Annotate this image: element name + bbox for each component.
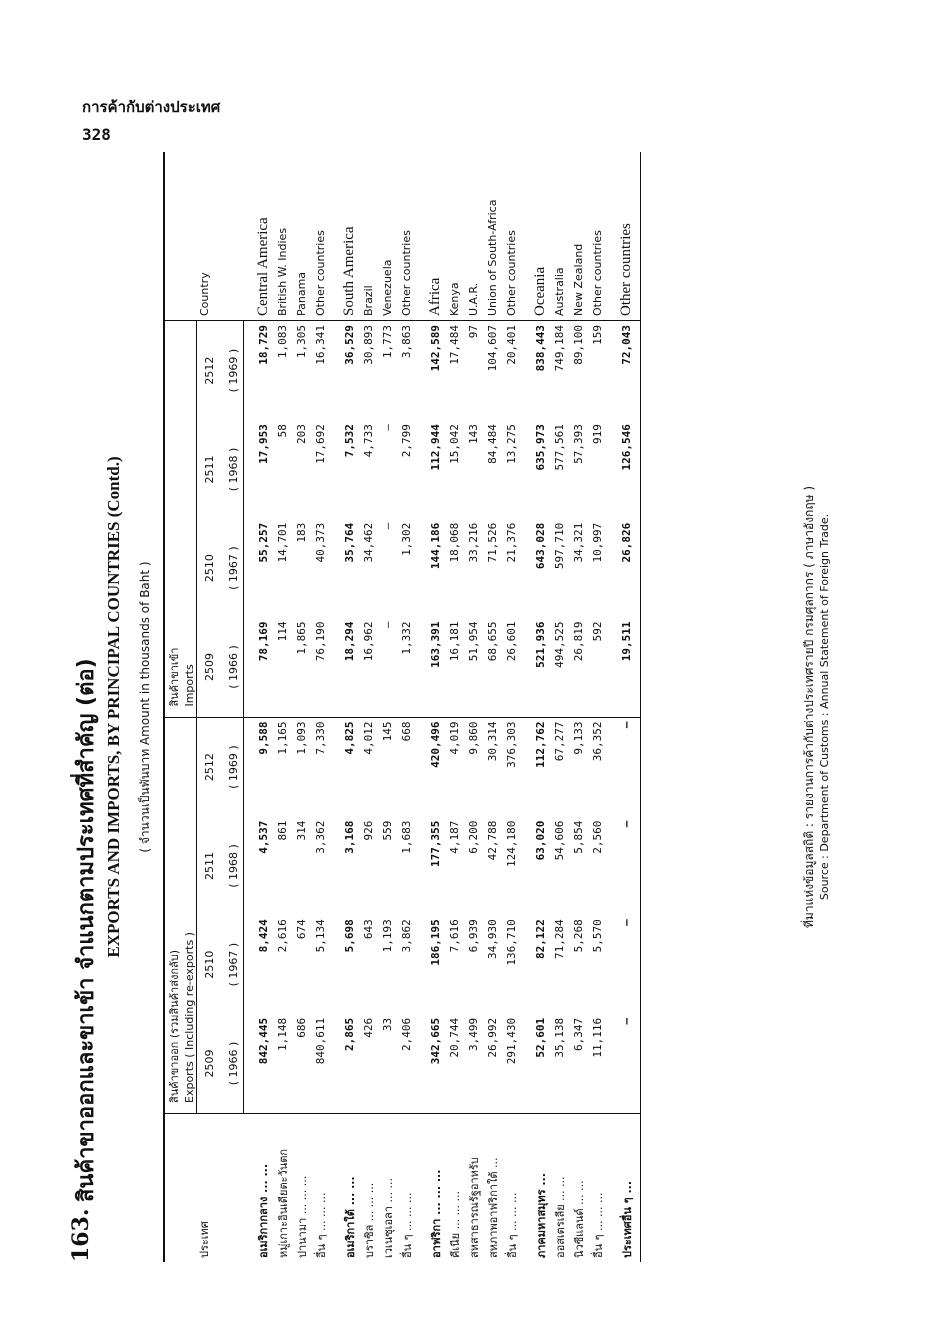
year-header: 2509 — [203, 653, 217, 681]
export-value-cell: 926 — [362, 820, 375, 841]
import-value-cell: 1,305 — [292, 321, 311, 421]
table-row — [311, 152, 330, 1262]
table-row — [550, 152, 569, 1262]
import-value-cell: 33,216 — [467, 522, 480, 563]
year-ce-header: ( 1966 ) — [224, 1014, 244, 1114]
import-value-cell: 1,865 — [295, 621, 308, 655]
import-value-cell: 34,462 — [362, 522, 375, 563]
export-value-cell: 42,788 — [486, 820, 499, 861]
import-value-cell: 51,954 — [467, 621, 480, 662]
table-body — [244, 152, 641, 1262]
import-value-cell: 68,655 — [486, 621, 499, 662]
import-value-cell: 17,953 — [257, 424, 270, 464]
import-value-cell: 4,733 — [362, 424, 375, 458]
country-name-english: Panama — [295, 271, 308, 316]
table-row — [397, 152, 416, 1262]
country-name-thai: ออสเตรเลีย ... ... — [550, 1114, 569, 1263]
import-value-cell: 143 — [467, 424, 480, 445]
export-value-cell: 668 — [397, 717, 416, 817]
country-name-english: Oceania — [532, 266, 548, 316]
import-value-cell: 16,962 — [362, 621, 375, 662]
export-value-cell: 124,180 — [505, 820, 518, 867]
export-value-cell: 33 — [381, 1017, 394, 1032]
export-value-cell: 2,560 — [591, 820, 604, 854]
country-name-thai: อื่น ๆ ... ... ... — [588, 1114, 607, 1263]
import-value-cell: 35,764 — [343, 522, 356, 563]
export-value-cell: 6,200 — [467, 820, 480, 854]
import-value-cell: 17,484 — [445, 321, 464, 421]
year-ce-header: ( 1969 ) — [224, 717, 244, 817]
import-value-cell: 20,401 — [502, 321, 521, 421]
country-name-thai: อื่น ๆ ... ... ... — [397, 1114, 416, 1263]
import-value-cell: — — [381, 424, 394, 431]
import-value-cell: 183 — [295, 522, 308, 543]
import-value-cell: 144,186 — [429, 522, 442, 570]
export-value-cell: 861 — [276, 820, 289, 841]
region-row — [416, 152, 445, 1262]
country-name-thai: ปานามา ... ... ... — [292, 1114, 311, 1263]
country-name-thai: บราซิล ... ... ... — [359, 1114, 378, 1263]
year-header: 2510 — [203, 950, 217, 979]
import-value-cell: 14,701 — [276, 522, 289, 563]
import-value-cell: 34,321 — [572, 522, 585, 563]
country-thai-header: ประเทศ — [164, 1114, 244, 1263]
export-value-cell: 7,330 — [311, 717, 330, 817]
country-name-english: Union of South-Africa — [486, 199, 499, 316]
export-value-cell: 52,601 — [534, 1017, 547, 1058]
export-value-cell: 314 — [295, 820, 308, 841]
export-value-cell: 1,193 — [381, 919, 394, 953]
export-value-cell: 674 — [295, 919, 308, 940]
import-value-cell: 203 — [295, 424, 308, 445]
country-english-header: Country — [164, 152, 244, 321]
import-value-cell: 1,332 — [400, 621, 413, 655]
import-value-cell: 30,893 — [359, 321, 378, 421]
export-value-cell: 67,277 — [550, 717, 569, 817]
export-value-cell: 4,012 — [359, 717, 378, 817]
export-value-cell: 1,148 — [276, 1017, 289, 1052]
import-value-cell: 19,511 — [607, 617, 641, 717]
region-row — [330, 152, 359, 1262]
export-value-cell: 2,406 — [400, 1017, 413, 1052]
export-value-cell: — — [607, 817, 641, 916]
import-value-cell: 1,302 — [400, 522, 413, 556]
import-value-cell: 635,973 — [534, 424, 547, 471]
export-value-cell: — — [607, 717, 641, 817]
year-header: 2510 — [203, 554, 217, 583]
import-value-cell: 919 — [591, 424, 604, 445]
import-value-cell: — — [381, 621, 394, 629]
export-value-cell: 426 — [362, 1017, 375, 1038]
export-value-cell: 1,093 — [292, 717, 311, 817]
export-value-cell: 643 — [362, 919, 375, 940]
import-value-cell: 112,944 — [429, 424, 442, 471]
export-value-cell: 11,116 — [591, 1017, 604, 1058]
export-value-cell: 840,611 — [314, 1017, 327, 1065]
year-ce-header: ( 1968 ) — [224, 420, 244, 519]
country-name-english: Brazil — [362, 285, 375, 316]
export-value-cell: 3,862 — [400, 919, 413, 953]
export-value-cell: 1,683 — [400, 820, 413, 854]
table-row — [464, 152, 483, 1262]
export-value-cell: 376,303 — [502, 717, 521, 817]
year-ce-header: ( 1966 ) — [224, 617, 244, 717]
country-name-thai: สหภาพอาฟริกาใต้ ... — [483, 1114, 502, 1263]
import-value-cell: 3,863 — [397, 321, 416, 421]
export-value-cell: 5,854 — [572, 820, 585, 854]
rotated-table-page — [68, 152, 831, 1262]
import-value-cell: 36,529 — [330, 321, 359, 421]
export-value-cell: 4,019 — [445, 717, 464, 817]
export-value-cell: 82,122 — [534, 919, 547, 960]
export-value-cell: 30,314 — [483, 717, 502, 817]
import-value-cell: 163,391 — [429, 621, 442, 668]
country-name-english: Central America — [254, 217, 271, 316]
table-row — [445, 152, 464, 1262]
table-title-english: EXPORTS AND IMPORTS, BY PRINCIPAL COUNTRIES (Contd.) — [104, 456, 123, 958]
import-value-cell: 577,561 — [553, 424, 566, 471]
country-name-thai: อื่น ๆ ... ... ... — [502, 1114, 521, 1263]
table-row — [588, 152, 607, 1262]
table-row — [359, 152, 378, 1262]
import-value-cell: 114 — [276, 621, 289, 642]
country-name-thai: หมู่เกาะอินเดียตะวันตก — [273, 1114, 292, 1263]
export-value-cell: 4,537 — [257, 820, 270, 854]
year-ce-header: ( 1969 ) — [224, 321, 244, 421]
country-name-english: Venezuela — [381, 259, 394, 316]
import-value-cell: 57,393 — [572, 424, 585, 464]
export-value-cell: 112,762 — [521, 717, 550, 817]
region-row — [244, 152, 274, 1262]
import-value-cell: 76,190 — [314, 621, 327, 662]
import-value-cell: 55,257 — [257, 522, 270, 563]
year-header: 2511 — [203, 851, 217, 880]
export-value-cell: 5,268 — [572, 919, 585, 953]
export-value-cell: 1,165 — [273, 717, 292, 817]
import-value-cell: 521,936 — [534, 621, 547, 668]
year-ce-header: ( 1967 ) — [224, 915, 244, 1014]
page-number: 328 — [82, 125, 111, 144]
import-value-cell: 15,042 — [448, 424, 461, 464]
import-value-cell: 72,043 — [607, 321, 641, 421]
export-value-cell: 71,284 — [553, 919, 566, 960]
import-value-cell: 26,601 — [505, 621, 518, 662]
export-value-cell: 7,616 — [448, 919, 461, 953]
export-value-cell: 6,939 — [467, 919, 480, 953]
country-name-english: Other countries — [607, 152, 641, 321]
export-value-cell: 9,588 — [244, 717, 274, 817]
import-value-cell: 21,376 — [505, 522, 518, 563]
table-row — [292, 152, 311, 1262]
country-name-english: Kenya — [448, 282, 461, 316]
export-value-cell: 9,860 — [464, 717, 483, 817]
import-value-cell: 78,169 — [257, 621, 270, 662]
table-row — [483, 152, 502, 1262]
export-value-cell: 136,710 — [505, 919, 518, 966]
table-row — [273, 152, 292, 1262]
import-value-cell: 84,484 — [486, 424, 499, 464]
import-value-cell: 71,526 — [486, 522, 499, 563]
country-name-english: Other countries — [400, 230, 413, 316]
import-value-cell: 13,275 — [505, 424, 518, 464]
export-value-cell: 559 — [381, 820, 394, 841]
exports-imports-table — [163, 152, 641, 1262]
table-number: 163. — [68, 1208, 94, 1262]
country-name-thai: ประเทศอื่น ๆ ... — [607, 1114, 641, 1263]
import-value-cell: 1,773 — [378, 321, 397, 421]
export-value-cell: 342,665 — [429, 1017, 442, 1065]
export-value-cell: 291,430 — [505, 1017, 518, 1065]
country-name-thai: เวเนซุเอลา ... ... — [378, 1114, 397, 1263]
import-value-cell: 89,100 — [569, 321, 588, 421]
country-name-english: British W. Indies — [276, 227, 289, 316]
export-value-cell: 3,499 — [467, 1017, 480, 1052]
exports-header — [164, 717, 197, 1113]
import-value-cell: 26,819 — [572, 621, 585, 662]
export-value-cell: 3,362 — [314, 820, 327, 854]
import-value-cell: 26,826 — [607, 519, 641, 618]
export-value-cell: 36,352 — [588, 717, 607, 817]
import-value-cell: 7,532 — [343, 424, 356, 458]
country-name-english: Other countries — [591, 230, 604, 316]
import-value-cell: 159 — [588, 321, 607, 421]
import-value-cell: 10,997 — [591, 522, 604, 563]
country-name-thai: อเมริกาใต้ ... ... — [330, 1114, 359, 1263]
import-value-cell: 1,083 — [273, 321, 292, 421]
country-name-english: Australia — [553, 267, 566, 316]
country-name-thai: คีเนีย ... ... ... — [445, 1114, 464, 1263]
year-header: 2509 — [203, 1049, 217, 1078]
export-value-cell: 9,133 — [569, 717, 588, 817]
export-value-cell: 6,347 — [572, 1017, 585, 1052]
export-value-cell: 20,744 — [448, 1017, 461, 1058]
import-value-cell: — — [381, 522, 394, 530]
export-value-cell: 5,698 — [343, 919, 356, 953]
source-note-english: Source : Department of Customs : Annual Statement of Foreign Trade. — [818, 513, 831, 901]
import-value-cell: 97 — [464, 321, 483, 421]
export-value-cell: 4,825 — [330, 717, 359, 817]
export-value-cell: 26,992 — [486, 1017, 499, 1058]
import-value-cell: 749,184 — [550, 321, 569, 421]
year-header: 2511 — [203, 455, 217, 484]
import-value-cell: 597,710 — [553, 522, 566, 570]
import-value-cell: 40,373 — [314, 522, 327, 563]
export-value-cell: 842,445 — [257, 1017, 270, 1065]
export-value-cell: 8,424 — [257, 919, 270, 953]
year-header: 2512 — [197, 717, 225, 817]
country-name-thai: นิวซีแลนด์ ... ... — [569, 1114, 588, 1263]
import-value-cell: 17,692 — [314, 424, 327, 464]
export-value-cell: 4,187 — [448, 820, 461, 854]
imports-header-thai: สินค้าขาเข้า — [168, 647, 181, 707]
import-value-cell: 643,028 — [534, 522, 547, 570]
table-row — [378, 152, 397, 1262]
import-value-cell: 838,443 — [521, 321, 550, 421]
import-value-cell: 494,525 — [553, 621, 566, 668]
export-value-cell: 3,168 — [343, 820, 356, 854]
country-name-english: Africa — [427, 277, 443, 316]
year-ce-header: ( 1968 ) — [224, 817, 244, 916]
country-name-thai: อาฟริกา ... ... ... — [416, 1114, 445, 1263]
import-value-cell: 58 — [276, 424, 289, 438]
export-value-cell: — — [607, 915, 641, 1014]
country-name-english: U.A.R. — [467, 282, 480, 316]
export-value-cell: 5,134 — [314, 919, 327, 953]
other-countries-total-row — [607, 152, 641, 1262]
export-value-cell: 2,616 — [276, 919, 289, 953]
import-value-cell: 16,181 — [448, 621, 461, 662]
country-name-english: Other countries — [505, 230, 518, 316]
export-value-cell: 34,930 — [486, 919, 499, 960]
source-note-thai: ที่มาแห่งข้อมูลสถิติ : รายงานการค้ากับต่างประเทศรายปี กรมศุลกากร ( ภาษาอังกฤษ ) — [802, 486, 816, 928]
import-value-cell: 104,607 — [483, 321, 502, 421]
country-name-thai: อเมริกากลาง ... ... — [244, 1114, 274, 1263]
import-value-cell: 18,729 — [244, 321, 274, 421]
imports-header-english: Imports — [183, 664, 196, 707]
exports-header-english: Exports ( Including re-exports ) — [183, 932, 196, 1103]
country-name-thai: ภาคมหาสมุทร ... — [521, 1114, 550, 1263]
export-value-cell: 420,496 — [416, 717, 445, 817]
table-title-thai: สินค้าขาออกและขาเข้า จำแนกตามประเทศที่สำคัญ (ต่อ) — [74, 658, 99, 1202]
running-head: การค้ากับต่างประเทศ — [82, 98, 221, 116]
export-value-cell: 145 — [378, 717, 397, 817]
exports-header-thai: สินค้าขาออก (รวมสินค้าส่งกลับ) — [168, 950, 181, 1103]
import-value-cell: 2,799 — [400, 424, 413, 458]
export-value-cell: 686 — [295, 1017, 308, 1038]
export-value-cell: 177,355 — [429, 820, 442, 867]
import-value-cell: 592 — [591, 621, 604, 642]
year-ce-header: ( 1967 ) — [224, 519, 244, 618]
import-value-cell: 16,341 — [311, 321, 330, 421]
region-row — [521, 152, 550, 1262]
export-value-cell: 2,865 — [343, 1017, 356, 1052]
imports-header — [164, 321, 197, 718]
import-value-cell: 126,546 — [607, 420, 641, 519]
export-value-cell: — — [607, 1014, 641, 1114]
table-row — [569, 152, 588, 1262]
export-value-cell: 186,195 — [429, 919, 442, 966]
country-name-english: New Zealand — [572, 243, 585, 316]
export-value-cell: 35,138 — [553, 1017, 566, 1058]
import-value-cell: 142,589 — [416, 321, 445, 421]
export-value-cell: 63,020 — [534, 820, 547, 861]
export-value-cell: 5,570 — [591, 919, 604, 953]
table-row — [502, 152, 521, 1262]
year-header: 2512 — [197, 321, 225, 421]
export-value-cell: 54,606 — [553, 820, 566, 861]
country-name-english: Other countries — [314, 230, 327, 316]
country-name-thai: อื่น ๆ ... ... ... — [311, 1114, 330, 1263]
country-name-thai: สหสาธารณรัฐอาหรับ — [464, 1114, 483, 1263]
import-value-cell: 18,294 — [343, 621, 356, 662]
table-unit-note: ( จำนวนเป็นพันบาท Amount in thousands of Baht ) — [138, 561, 152, 853]
import-value-cell: 18,068 — [448, 522, 461, 563]
country-name-english: South America — [341, 226, 357, 316]
